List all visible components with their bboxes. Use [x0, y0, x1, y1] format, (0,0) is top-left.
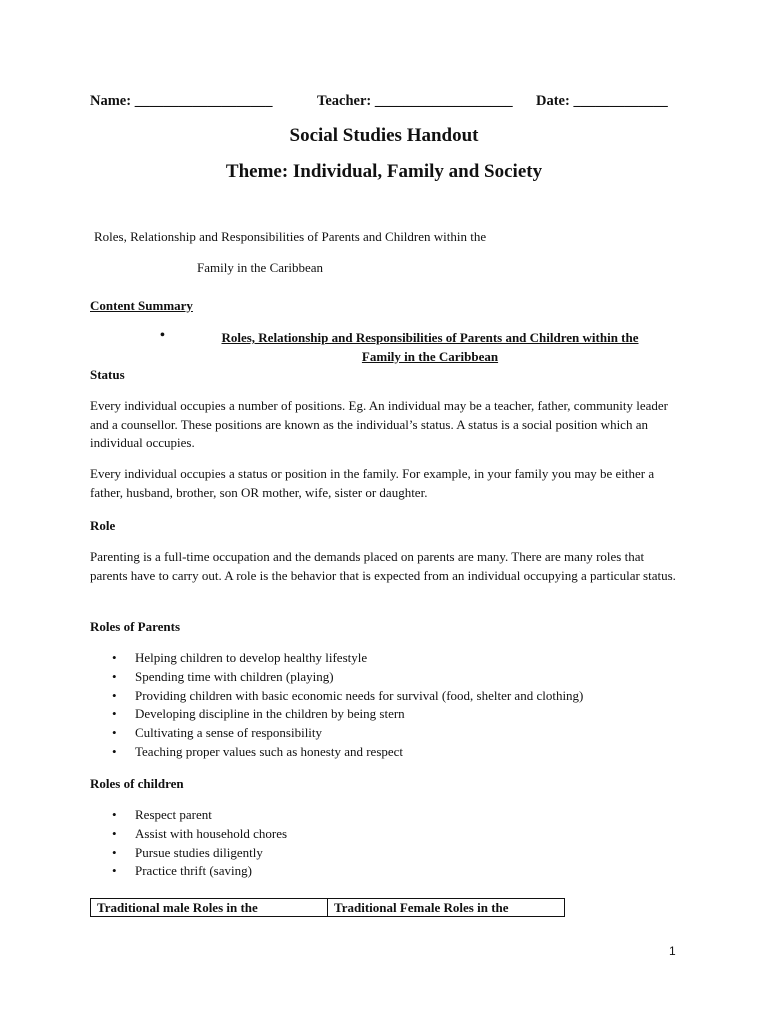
- page-title: Social Studies Handout: [289, 125, 479, 146]
- date-field: Date: _____________: [536, 93, 668, 109]
- list-item: • Respect parent: [90, 806, 287, 825]
- table-header-female: Traditional Female Roles in the: [328, 899, 565, 917]
- list-item: • Pursue studies diligently: [90, 844, 287, 863]
- list-item: • Spending time with children (playing): [90, 668, 583, 687]
- lead-line-1: Roles, Relationship and Responsibilities of Parents and Children within the: [94, 229, 487, 244]
- name-field: Name: ___________________: [90, 93, 273, 109]
- status-heading: Status: [90, 367, 125, 382]
- gender-roles-table: [90, 898, 565, 917]
- table-row: [91, 899, 565, 917]
- bullet-icon: •: [160, 328, 165, 343]
- list-item: • Helping children to develop healthy lifestyle: [90, 649, 583, 668]
- status-paragraph-2: Every individual occupies a status or position in the family. For example, in your family you may be either a father, husband, brother, son OR mother, wife, sister or daughter.: [90, 466, 655, 500]
- table-header-male: Traditional male Roles in the: [91, 899, 328, 917]
- bullet-icon: •: [112, 743, 117, 759]
- list-item: • Practice thrift (saving): [90, 862, 287, 881]
- bullet-icon: •: [112, 844, 117, 860]
- list-item: • Teaching proper values such as honesty and respect: [90, 743, 583, 762]
- list-item: • Assist with household chores: [90, 825, 287, 844]
- bullet-icon: •: [112, 650, 117, 665]
- teacher-field: Teacher: ___________________: [317, 93, 513, 109]
- bullet-icon: •: [112, 725, 117, 741]
- theme-title: Theme: Individual, Family and Society: [225, 161, 543, 182]
- content-summary-heading: Content Summary: [90, 298, 193, 313]
- bullet-icon: •: [112, 863, 117, 879]
- role-paragraph: Parenting is a full-time occupation and the demands placed on parents are many. There are many roles that parents have to carry out. A role is the behavior that is expected from an individual occupying a particular status.: [90, 549, 676, 583]
- roles-of-children-heading: Roles of children: [90, 776, 184, 791]
- bullet-icon: •: [112, 706, 117, 722]
- list-item: • Cultivating a sense of responsibility: [90, 724, 583, 743]
- status-paragraph-1: Every individual occupies a number of positions. Eg. An individual may be a teacher, father, community leader and a counsellor. These positions are known as the individual’s status. A status is a social position which an individual occupies.: [90, 398, 669, 450]
- roles-of-children-list: [90, 806, 287, 881]
- roles-of-parents-heading: Roles of Parents: [90, 619, 181, 634]
- role-heading: Role: [90, 518, 116, 533]
- list-item: • Providing children with basic economic needs for survival (food, shelter and clothing): [90, 687, 583, 706]
- summary-topic-line-1: Roles, Relationship and Responsibilities of Parents and Children within the: [221, 330, 639, 345]
- bullet-icon: •: [112, 807, 117, 822]
- roles-of-parents-list: [90, 649, 583, 762]
- list-item: • Developing discipline in the children by being stern: [90, 705, 583, 724]
- bullet-icon: •: [112, 825, 117, 841]
- summary-topic-line-2: Family in the Caribbean: [361, 349, 499, 364]
- page-number: 1: [669, 944, 676, 958]
- bullet-icon: •: [112, 668, 117, 684]
- bullet-icon: •: [112, 687, 117, 703]
- lead-line-2: Family in the Caribbean: [197, 260, 324, 275]
